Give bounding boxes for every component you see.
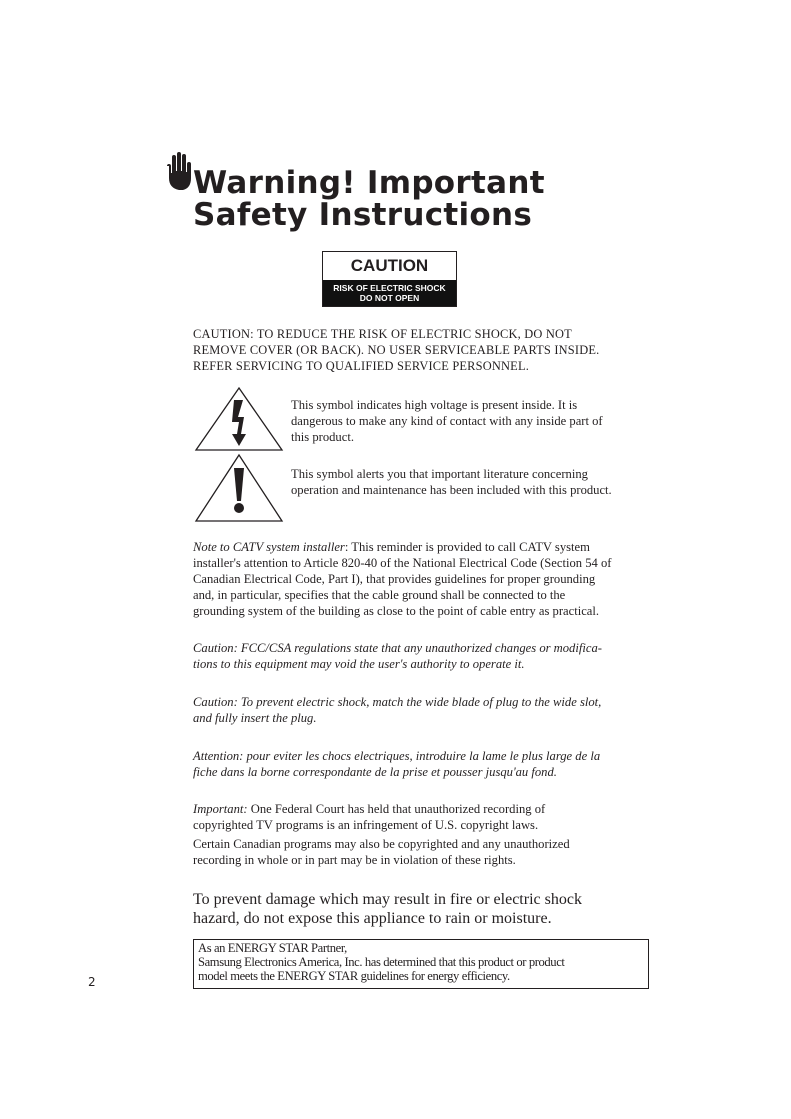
attention-french: Attention: pour eviter les chocs electriques, introduire la lame le plus large de la fiche dans la borne correspondante de la prise et pousser jusqu'au fond. <box>193 749 601 779</box>
catv-note-text: : This reminder is provided to call CATV system installer's attention to Article 820-40 of the National Electrical Code (Section 54 of Canadian Electrical Code, Part I), that provides guidelines for proper grounding and, in particular, specifies that the cable ground shall be connected to the grounding system of the building as close to the point of cable entry as practical. <box>193 540 612 618</box>
page-title: Warning! Important Safety Instructions <box>193 165 545 233</box>
catv-note-label: Note to CATV system installer <box>193 540 345 554</box>
plug-caution: Caution: To prevent electric shock, match the wide blade of plug to the wide slot, and fully insert the plug. <box>193 695 602 725</box>
high-voltage-triangle-icon <box>194 386 284 452</box>
catv-note <box>193 539 673 619</box>
page-number: 2 <box>88 975 96 989</box>
caution-statement: CAUTION: TO REDUCE THE RISK OF ELECTRIC SHOCK, DO NOT REMOVE COVER (OR BACK). NO USER SERVICEABLE PARTS INSIDE. REFER SERVICING TO QUALIFIED SERVICE PERSONNEL. <box>193 327 600 373</box>
important-label: Important: <box>193 802 248 816</box>
caution-label <box>322 251 457 307</box>
exclamation-triangle-icon <box>194 453 284 523</box>
caution-label-subtext: RISK OF ELECTRIC SHOCK DO NOT OPEN <box>323 280 456 306</box>
caution-label-heading: CAUTION <box>350 256 429 275</box>
fcc-caution: Caution: FCC/CSA regulations state that any unauthorized changes or modifica- tions to this equipment may void the user's authority to operate it. <box>193 641 602 671</box>
energy-star-notice: As an ENERGY STAR Partner, Samsung Electronics America, Inc. has determined that this product or product model meets the ENERGY STAR guidelines for energy efficiency. <box>193 939 649 989</box>
hand-stop-icon <box>166 152 192 192</box>
literature-description: This symbol alerts you that important literature concerning operation and maintenance has been included with this product. <box>291 467 612 497</box>
prevent-damage-warning: To prevent damage which may result in fire or electric shock hazard, do not expose this appliance to rain or moisture. <box>193 891 582 927</box>
important-text: One Federal Court has held that unauthorized recording of copyrighted TV programs is an infringement of U.S. copyright laws. <box>193 802 546 832</box>
canadian-programs-note: Certain Canadian programs may also be copyrighted and any unauthorized recording in whole or in part may be in violation of these rights. <box>193 837 570 867</box>
important-note <box>193 801 663 833</box>
high-voltage-description: This symbol indicates high voltage is present inside. It is dangerous to make any kind of contact with any inside part of this product. <box>291 398 603 444</box>
